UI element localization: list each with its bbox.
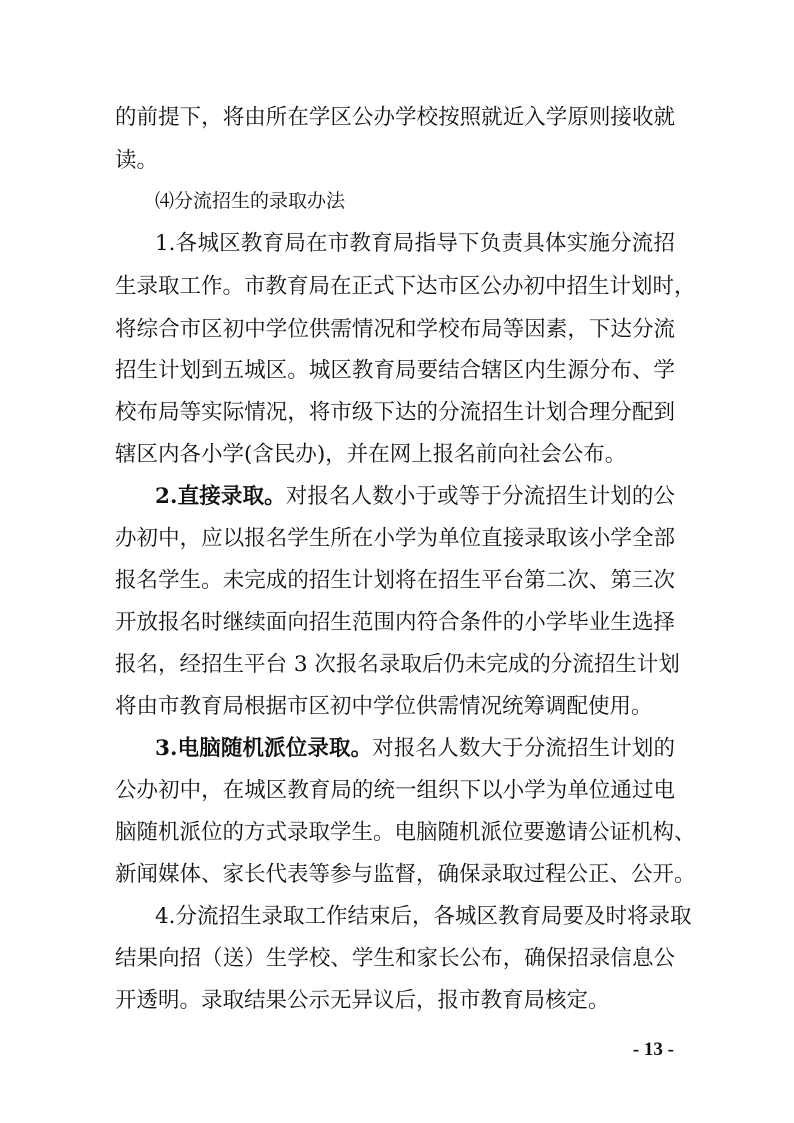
text-line — [115, 608, 675, 638]
text-line — [115, 776, 675, 806]
line-text: 公办初中，在城区教育局的统一组织下以小学为单位通过电 — [115, 778, 675, 803]
text-line — [115, 818, 696, 848]
line-text: 将由市教育局根据市区初中学位供需情况统筹调配使用。 — [115, 694, 653, 719]
text-line — [115, 566, 675, 596]
text-line — [115, 272, 696, 302]
bold-lead-text: 3.电脑随机派位录取。 — [155, 736, 373, 761]
text-line — [155, 902, 692, 932]
line-text: 脑随机派位的方式录取学生。电脑随机派位要邀请公证机构、 — [115, 820, 696, 845]
line-text: 的前提下，将由所在学区公办学校按照就近入学原则接收就 — [115, 105, 675, 130]
text-line — [115, 146, 675, 176]
text-line — [115, 524, 675, 554]
text-line — [155, 734, 675, 764]
text-line — [115, 860, 696, 890]
line-text: 将综合市区初中学位供需情况和学校布局等因素，下达分流 — [115, 317, 675, 342]
text-line — [115, 103, 675, 133]
text-line — [115, 398, 675, 428]
text-line — [155, 229, 675, 259]
text-line — [115, 440, 675, 470]
line-text: 新闻媒体、家长代表等参与监督，确保录取过程公正、公开。 — [115, 862, 696, 887]
text-line — [115, 356, 675, 386]
line-text: 读。 — [115, 148, 159, 173]
line-text: 1.各城区教育局在市教育局指导下负责具体实施分流招 — [155, 231, 675, 256]
line-text: 结果向招（送）生学校、学生和家长公布，确保招录信息公 — [115, 946, 675, 971]
line-text: 对报名人数小于或等于分流招生计划的公 — [285, 484, 675, 509]
line-text: 招生计划到五城区。城区教育局要结合辖区内生源分布、学 — [115, 358, 675, 383]
line-text: 4.分流招生录取工作结束后，各城区教育局要及时将录取 — [155, 904, 692, 929]
heading-text: ⑷分流招生的录取办法 — [155, 190, 346, 212]
line-text: 开放报名时继续面向招生范围内符合条件的小学毕业生选择 — [115, 610, 675, 635]
line-text: 生录取工作。市教育局在正式下达市区公办初中招生计划时， — [115, 274, 696, 299]
line-text: 报名学生。未完成的招生计划将在招生平台第二次、第三次 — [115, 568, 675, 593]
text-line — [115, 986, 675, 1016]
text-line — [155, 482, 675, 512]
bold-lead-text: 2.直接录取。 — [155, 484, 286, 509]
text-line — [115, 650, 680, 680]
text-line — [115, 692, 675, 722]
page-number: - 13 - — [632, 1039, 674, 1060]
line-text: 报名，经招生平台 3 次报名录取后仍未完成的分流招生计划 — [115, 652, 680, 677]
line-text: 办初中，应以报名学生所在小学为单位直接录取该小学全部 — [115, 526, 675, 551]
section-heading — [155, 186, 675, 216]
line-text: 开透明。录取结果公示无异议后，报市教育局核定。 — [115, 988, 610, 1013]
line-text: 辖区内各小学(含民办)，并在网上报名前向社会公布。 — [115, 442, 627, 467]
text-line — [115, 315, 675, 345]
line-text: 校布局等实际情况，将市级下达的分流招生计划合理分配到 — [115, 400, 675, 425]
line-text: 对报名人数大于分流招生计划的 — [372, 736, 675, 761]
text-line — [115, 944, 675, 974]
